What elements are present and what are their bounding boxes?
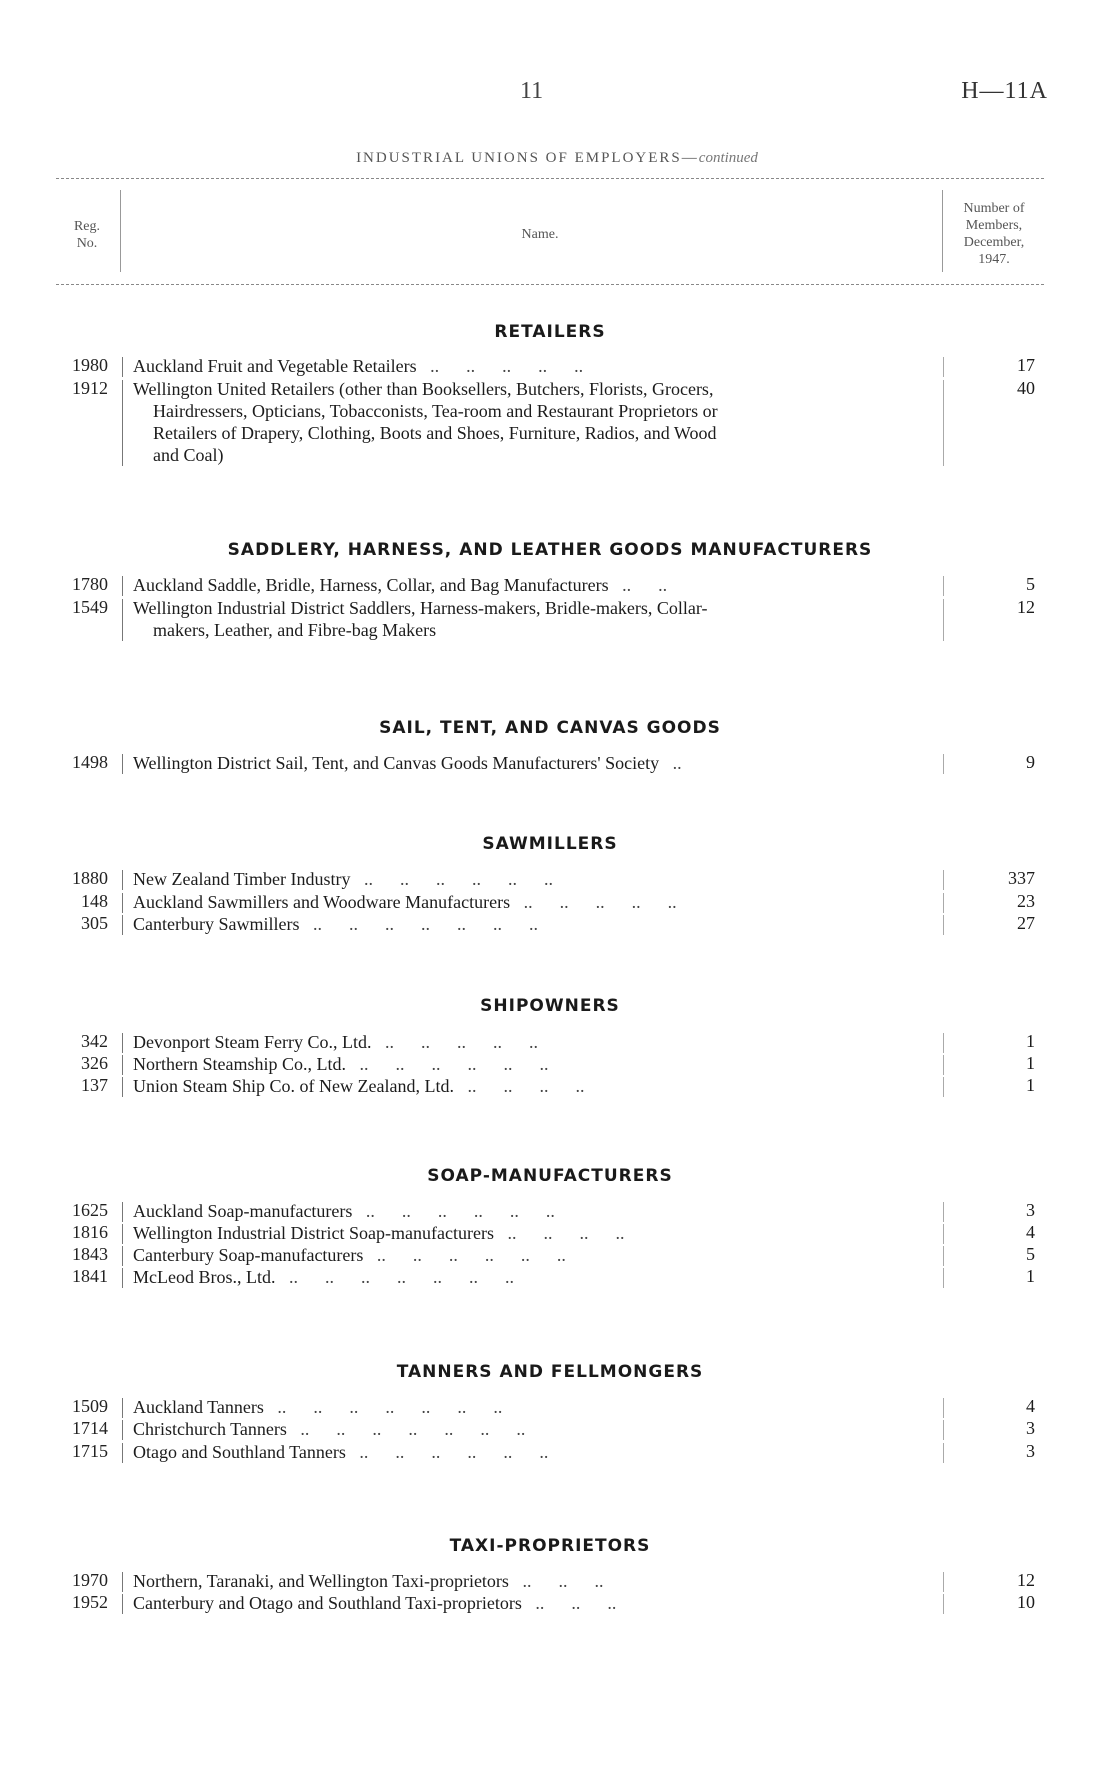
union-name-text: Auckland Fruit and Vegetable Retailers <box>133 356 417 376</box>
union-name <box>133 574 928 596</box>
column-divider <box>943 1420 944 1440</box>
table-row <box>0 1031 1114 1053</box>
column-divider <box>122 357 123 377</box>
column-divider <box>122 576 123 596</box>
running-title <box>0 150 1114 167</box>
reg-number: 342 <box>81 1031 108 1051</box>
union-name <box>133 1570 928 1592</box>
union-name-line: and Coal) <box>153 445 224 465</box>
column-divider <box>943 576 944 596</box>
reg-number: 1843 <box>72 1244 108 1264</box>
union-name <box>133 1200 928 1222</box>
table-row <box>0 574 1114 596</box>
union-name-line: Hairdressers, Opticians, Tobacconists, Tea-room and Restaurant Proprietors or <box>153 401 718 421</box>
column-divider <box>943 1268 944 1288</box>
column-divider <box>122 1077 123 1097</box>
table-row <box>0 1075 1114 1097</box>
union-name <box>133 355 928 377</box>
reg-number: 1880 <box>72 868 108 888</box>
member-count: 9 <box>1026 752 1035 772</box>
section-title: SAIL, TENT, AND CANVAS GOODS <box>379 718 721 738</box>
column-header-members-line: Number of <box>963 201 1025 216</box>
column-divider <box>122 1398 123 1418</box>
member-count: 23 <box>1017 891 1035 911</box>
reg-number: 1780 <box>72 574 108 594</box>
member-count: 27 <box>1017 913 1035 933</box>
leader-dots: .. .. .. .. .. .. .. <box>275 1267 514 1287</box>
column-header-reg-line: Reg. <box>73 219 101 234</box>
column-divider <box>943 1224 944 1244</box>
column-divider <box>122 1224 123 1244</box>
member-count: 12 <box>1017 1570 1035 1590</box>
union-name-text: Auckland Sawmillers and Woodware Manufacturers <box>133 892 511 912</box>
leader-dots: .. .. .. .. .. .. .. <box>286 1419 526 1439</box>
column-divider <box>943 357 944 377</box>
column-divider <box>943 1077 944 1097</box>
union-name <box>133 1396 928 1418</box>
column-divider <box>122 1594 123 1614</box>
reg-number: 326 <box>81 1053 108 1073</box>
union-name-line: Wellington Industrial District Saddlers, Harness-makers, Bridle-makers, Collar- <box>133 598 708 618</box>
table-row <box>0 1418 1114 1440</box>
column-header-members-line: 1947. <box>978 252 1010 267</box>
member-count: 5 <box>1026 574 1035 594</box>
column-divider <box>122 1268 123 1288</box>
reg-number: 1625 <box>72 1200 108 1220</box>
member-count: 5 <box>1026 1244 1035 1264</box>
member-count: 337 <box>1008 868 1035 888</box>
union-name <box>133 868 928 890</box>
union-name <box>133 1441 928 1463</box>
table-row <box>0 1396 1114 1418</box>
table-row <box>0 913 1114 935</box>
column-divider <box>122 1420 123 1440</box>
union-name-text: Auckland Tanners <box>133 1397 264 1417</box>
member-count: 12 <box>1017 597 1035 617</box>
section-title: SOAP-MANUFACTURERS <box>427 1166 673 1186</box>
union-name <box>133 891 928 913</box>
union-name <box>133 597 928 641</box>
member-count: 17 <box>1017 355 1035 375</box>
header-rule-top <box>56 178 1044 179</box>
section-title: RETAILERS <box>494 322 606 342</box>
union-name-text: Auckland Soap-manufacturers <box>133 1201 353 1221</box>
member-count: 4 <box>1026 1396 1035 1416</box>
union-name-text: Northern Steamship Co., Ltd. <box>133 1054 346 1074</box>
table-row <box>0 1441 1114 1463</box>
reg-number: 1980 <box>72 355 108 375</box>
leader-dots: .. <box>659 753 682 773</box>
union-name <box>133 1053 928 1075</box>
column-divider <box>943 1033 944 1053</box>
table-row <box>0 597 1114 641</box>
member-count: 1 <box>1026 1266 1035 1286</box>
reg-number: 1549 <box>72 597 108 617</box>
reg-number: 1509 <box>72 1396 108 1416</box>
section-title: SAWMILLERS <box>482 834 618 854</box>
table-row <box>0 1200 1114 1222</box>
running-title-continued: continued <box>698 150 758 166</box>
union-name-text: Auckland Saddle, Bridle, Harness, Collar, and Bag Manufacturers <box>133 575 609 595</box>
reg-number: 137 <box>81 1075 108 1095</box>
union-name <box>133 1031 928 1053</box>
header-rule-bottom <box>56 284 1044 285</box>
column-divider <box>122 1246 123 1266</box>
section-title: SADDLERY, HARNESS, AND LEATHER GOODS MANUFACTURERS <box>227 540 873 560</box>
leader-dots: .. .. .. <box>521 1593 617 1613</box>
member-count: 3 <box>1026 1441 1035 1461</box>
union-name-text: New Zealand Timber Industry <box>133 869 351 889</box>
column-divider <box>943 870 944 890</box>
table-row <box>0 891 1114 913</box>
union-name-text: Canterbury Soap-manufacturers <box>133 1245 364 1265</box>
column-divider <box>943 599 944 641</box>
column-divider <box>122 1572 123 1592</box>
page-number: 11 <box>520 78 544 104</box>
leader-dots: .. .. .. .. .. <box>510 892 677 912</box>
member-count: 1 <box>1026 1075 1035 1095</box>
member-count: 4 <box>1026 1222 1035 1242</box>
column-divider <box>122 599 123 641</box>
leader-dots: .. .. .. .. .. .. <box>345 1442 549 1462</box>
member-count: 3 <box>1026 1418 1035 1438</box>
union-name <box>133 752 928 774</box>
column-header-members <box>946 200 1042 268</box>
column-header-name: Name. <box>521 227 559 242</box>
column-divider <box>122 1443 123 1463</box>
union-name <box>133 913 928 935</box>
union-name-text: Union Steam Ship Co. of New Zealand, Ltd. <box>133 1076 454 1096</box>
reg-number: 1841 <box>72 1266 108 1286</box>
leader-dots: .. .. .. .. <box>453 1076 585 1096</box>
member-count: 1 <box>1026 1031 1035 1051</box>
column-divider <box>122 870 123 890</box>
union-name-line: Retailers of Drapery, Clothing, Boots and Shoes, Furniture, Radios, and Wood <box>153 423 717 443</box>
reg-number: 305 <box>81 913 108 933</box>
column-divider <box>943 1594 944 1614</box>
union-name-text: Canterbury and Otago and Southland Taxi-proprietors <box>133 1593 522 1613</box>
column-divider <box>122 915 123 935</box>
leader-dots: .. .. .. .. .. .. .. <box>263 1397 503 1417</box>
running-title-text: INDUSTRIAL UNIONS OF EMPLOYERS— <box>356 150 699 166</box>
column-header-reg-no <box>60 218 114 252</box>
column-divider <box>943 1202 944 1222</box>
column-header-members-line: Members, <box>965 218 1023 233</box>
column-header-members-line: December, <box>963 235 1025 250</box>
leader-dots: .. .. <box>608 575 668 595</box>
table-row <box>0 378 1114 466</box>
union-name <box>133 1244 928 1266</box>
union-name <box>133 378 928 466</box>
union-name-text: Northern, Taranaki, and Wellington Taxi-proprietors <box>133 1571 509 1591</box>
table-row <box>0 1244 1114 1266</box>
reg-number: 1970 <box>72 1570 108 1590</box>
reg-number: 1715 <box>72 1441 108 1461</box>
section-title: TAXI-PROPRIETORS <box>449 1536 651 1556</box>
column-divider <box>943 1398 944 1418</box>
column-divider <box>943 754 944 774</box>
leader-dots: .. .. .. .. .. .. <box>350 869 553 889</box>
table-row <box>0 1053 1114 1075</box>
union-name <box>133 1418 928 1440</box>
leader-dots: .. .. .. .. .. <box>371 1032 538 1052</box>
union-name <box>133 1222 928 1244</box>
column-divider <box>122 1055 123 1075</box>
section-title: TANNERS AND FELLMONGERS <box>396 1362 704 1382</box>
reg-number: 1498 <box>72 752 108 772</box>
column-divider <box>943 893 944 913</box>
table-row <box>0 355 1114 377</box>
member-count: 3 <box>1026 1200 1035 1220</box>
union-name-text: Otago and Southland Tanners <box>133 1442 346 1462</box>
union-name-line: makers, Leather, and Fibre-bag Makers <box>153 620 437 640</box>
member-count: 1 <box>1026 1053 1035 1073</box>
section-title: SHIPOWNERS <box>480 996 620 1016</box>
table-row <box>0 752 1114 774</box>
column-divider <box>943 1572 944 1592</box>
column-divider <box>943 1055 944 1075</box>
column-divider <box>122 380 123 466</box>
union-name-text: Canterbury Sawmillers <box>133 914 300 934</box>
union-name <box>133 1075 928 1097</box>
page-reference: H—11A <box>961 78 1048 104</box>
union-name-text: Christchurch Tanners <box>133 1419 287 1439</box>
table-row <box>0 1592 1114 1614</box>
reg-number: 1714 <box>72 1418 108 1438</box>
reg-number: 1816 <box>72 1222 108 1242</box>
union-name-text: Devonport Steam Ferry Co., Ltd. <box>133 1032 372 1052</box>
table-row <box>0 1266 1114 1288</box>
table-row <box>0 1570 1114 1592</box>
reg-number: 1952 <box>72 1592 108 1612</box>
member-count: 10 <box>1017 1592 1035 1612</box>
union-name <box>133 1266 928 1288</box>
column-divider <box>120 190 121 272</box>
column-divider <box>122 893 123 913</box>
column-divider <box>943 380 944 466</box>
union-name-text: McLeod Bros., Ltd. <box>133 1267 276 1287</box>
column-divider <box>943 915 944 935</box>
leader-dots: .. .. .. .. .. <box>416 356 584 376</box>
column-divider <box>942 190 943 272</box>
column-header-reg-line: No. <box>76 236 98 251</box>
table-row <box>0 1222 1114 1244</box>
table-row <box>0 868 1114 890</box>
column-divider <box>943 1443 944 1463</box>
union-name-text: Wellington Industrial District Soap-manufacturers <box>133 1223 494 1243</box>
union-name-text: Wellington District Sail, Tent, and Canvas Goods Manufacturers' Society <box>133 753 660 773</box>
leader-dots: .. .. .. .. .. .. <box>363 1245 566 1265</box>
leader-dots: .. .. .. .. <box>493 1223 625 1243</box>
leader-dots: .. .. .. .. .. .. <box>345 1054 549 1074</box>
union-name-line: Wellington United Retailers (other than Booksellers, Butchers, Florists, Grocers, <box>133 379 714 399</box>
union-name <box>133 1592 928 1614</box>
column-divider <box>943 1246 944 1266</box>
reg-number: 148 <box>81 891 108 911</box>
leader-dots: .. .. .. .. .. .. <box>352 1201 555 1221</box>
column-divider <box>122 1202 123 1222</box>
leader-dots: .. .. .. <box>508 1571 604 1591</box>
member-count: 40 <box>1017 378 1035 398</box>
column-divider <box>122 1033 123 1053</box>
reg-number: 1912 <box>72 378 108 398</box>
column-divider <box>122 754 123 774</box>
leader-dots: .. .. .. .. .. .. .. <box>299 914 538 934</box>
